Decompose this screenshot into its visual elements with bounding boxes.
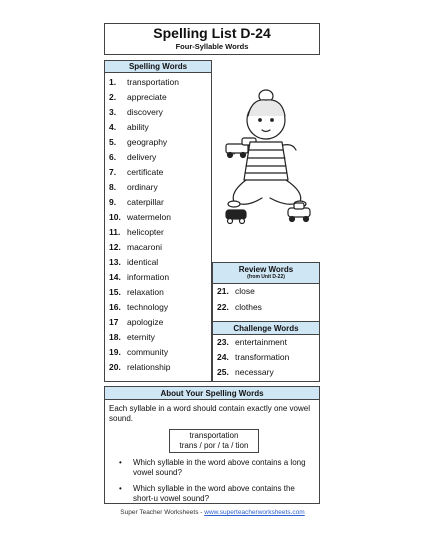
question-text: Which syllable in the word above contains the short-u vowel sound? [133, 484, 295, 503]
review-words-panel [212, 262, 320, 322]
review-words-heading [213, 263, 319, 284]
item-word: appreciate [127, 92, 167, 102]
item-word: certificate [127, 167, 164, 177]
item-number: 15. [109, 287, 121, 297]
footer-prefix: Super Teacher Worksheets - [120, 509, 205, 516]
item-number: 12. [109, 242, 121, 252]
item-word: watermelon [127, 212, 171, 222]
item-number: 5. [109, 137, 117, 147]
example-word-box [169, 429, 259, 453]
challenge-words-heading: Challenge Words [213, 322, 319, 335]
item-word: transportation [127, 77, 179, 87]
item-word: discovery [127, 107, 163, 117]
item-number: 8. [109, 182, 117, 192]
spelling-words-heading: Spelling Words [105, 61, 211, 73]
item-number: 21. [217, 286, 229, 296]
item-number: 3. [109, 107, 117, 117]
item-word: geography [127, 137, 168, 147]
item-word: macaroni [127, 242, 162, 252]
item-word: ordinary [127, 182, 158, 192]
footer-link[interactable]: www.superteacherworksheets.com [204, 509, 305, 516]
item-word: information [127, 272, 170, 282]
challenge-words-panel [212, 321, 320, 382]
item-number: 7. [109, 167, 117, 177]
about-heading: About Your Spelling Words [105, 387, 319, 400]
item-word: close [235, 286, 255, 296]
item-word: technology [127, 302, 169, 312]
item-number: 17 [109, 317, 119, 327]
item-word: relationship [127, 362, 171, 372]
review-words-subtitle: (from Unit D-22) [247, 274, 285, 280]
item-number: 22. [217, 302, 229, 312]
item-word: caterpillar [127, 197, 164, 207]
page-subtitle: Four-Syllable Words [175, 42, 249, 51]
item-word: clothes [235, 302, 262, 312]
item-number: 9. [109, 197, 117, 207]
item-word: necessary [235, 367, 274, 377]
item-word: apologize [127, 317, 164, 327]
item-number: 16. [109, 302, 121, 312]
bullet-icon: • [119, 458, 122, 467]
item-word: ability [127, 122, 149, 132]
item-number: 1. [109, 77, 117, 87]
item-number: 4. [109, 122, 117, 132]
item-number: 11. [109, 227, 121, 237]
list-item [119, 458, 315, 478]
spelling-words-panel [104, 60, 212, 382]
item-word: relaxation [127, 287, 164, 297]
question-text: Which syllable in the word above contains a long vowel sound? [133, 458, 306, 477]
example-word: transportation [189, 431, 239, 440]
item-number: 10. [109, 212, 121, 222]
item-word: transformation [235, 352, 290, 362]
item-number: 2. [109, 92, 117, 102]
item-number: 25. [217, 367, 229, 377]
bullet-icon: • [119, 484, 122, 493]
item-number: 20. [109, 362, 121, 372]
item-number: 19. [109, 347, 121, 357]
item-number: 6. [109, 152, 117, 162]
item-word: delivery [127, 152, 157, 162]
item-number: 23. [217, 337, 229, 347]
child-playing-with-toy-cars-icon [212, 60, 320, 260]
review-words-title: Review Words [238, 265, 294, 274]
list-item [119, 484, 315, 504]
footer [0, 509, 425, 516]
title-box [104, 23, 320, 55]
page-title: Spelling List D-24 [153, 25, 271, 41]
about-intro: Each syllable in a word should contain exactly one vowel sound. [109, 404, 311, 423]
item-number: 18. [109, 332, 121, 342]
item-number: 14. [109, 272, 121, 282]
item-word: eternity [127, 332, 155, 342]
question-list [119, 458, 315, 510]
item-word: entertainment [235, 337, 287, 347]
example-syllables: trans / por / ta / tion [179, 441, 249, 450]
item-number: 24. [217, 352, 229, 362]
item-number: 13. [109, 257, 121, 267]
about-panel [104, 386, 320, 504]
item-word: helicopter [127, 227, 164, 237]
item-word: community [127, 347, 169, 357]
item-word: identical [127, 257, 159, 267]
